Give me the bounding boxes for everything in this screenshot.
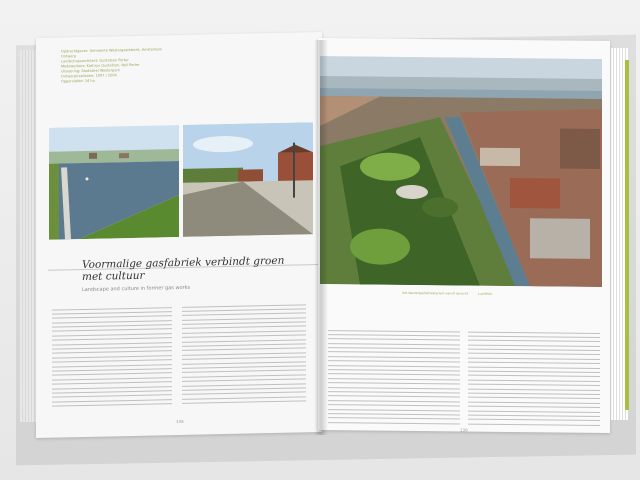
credit-line: Ontwerp [61,54,77,59]
credit-line: Oppervlakte: 14 ha [61,78,95,84]
credit-line: Uitvoering: Stadsdeel Westerpark [61,68,120,74]
canal-photo [49,125,179,240]
body-text-column-3 [328,328,460,426]
page-title: Voormalige gasfabriek verbindt groen met cultuur [82,254,285,284]
page-subtitle: Landscape and culture in former gas works [82,284,191,294]
credit-line: Ontwerp/realisatie: 1997 / 2004 [61,73,117,79]
body-text-column-1 [52,305,172,408]
credit-line: Opdrachtgever: Gemeente Westergasfabriek, Amsterdam [61,47,163,54]
photo-caption-left: Het Westergasfabriekterrein vanuit de lucht [402,290,468,296]
left-page [36,32,322,438]
project-credits [61,47,183,85]
buildings-photo [183,122,313,237]
credit-line: Medewerkers: Kathryn Gustafson, Neil Porter [61,62,140,69]
aerial-city-photo [320,56,602,287]
photo-caption-right: Luchtfoto [478,291,493,296]
cover-edge [625,60,629,410]
body-text-column-2 [182,302,306,406]
right-page [318,38,610,433]
credit-line: Landschapsarchitect: Gustafson Porter [61,58,129,64]
page-number-left: 138 [176,418,184,425]
body-text-column-4 [468,330,600,428]
page-number-right: 139 [460,427,468,433]
book-gutter [314,40,328,435]
